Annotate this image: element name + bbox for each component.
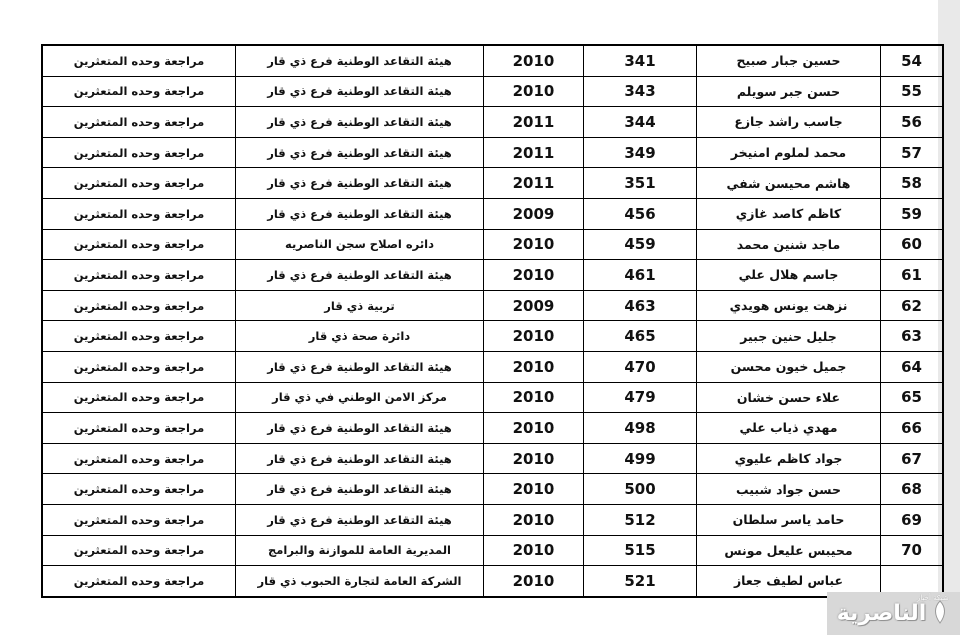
row-index: 59 bbox=[881, 198, 944, 229]
row-year: 2010 bbox=[484, 229, 584, 260]
row-year: 2009 bbox=[484, 290, 584, 321]
row-index: 62 bbox=[881, 290, 944, 321]
row-index: 70 bbox=[881, 535, 944, 566]
row-note: مراجعة وحده المتعثرين bbox=[42, 137, 236, 168]
row-organization: المديرية العامة للموازنة والبرامج bbox=[236, 535, 484, 566]
row-year: 2011 bbox=[484, 107, 584, 138]
row-organization: هيئة التقاعد الوطنية فرع ذي قار bbox=[236, 198, 484, 229]
table-row bbox=[42, 260, 943, 291]
row-name: جاسب راشد جازع bbox=[697, 107, 881, 138]
row-number: 351 bbox=[584, 168, 697, 199]
row-number: 479 bbox=[584, 382, 697, 413]
row-name: محمد لملوم امنيخر bbox=[697, 137, 881, 168]
row-number: 461 bbox=[584, 260, 697, 291]
row-name: نزهت يونس هويدي bbox=[697, 290, 881, 321]
row-organization: دائرة صحة ذي قار bbox=[236, 321, 484, 352]
row-name: كاظم كاصد غازي bbox=[697, 198, 881, 229]
row-organization: هيئة التقاعد الوطنية فرع ذي قار bbox=[236, 168, 484, 199]
row-organization: هيئة التقاعد الوطنية فرع ذي قار bbox=[236, 260, 484, 291]
row-year: 2010 bbox=[484, 382, 584, 413]
row-index: 64 bbox=[881, 351, 944, 382]
row-year: 2010 bbox=[484, 321, 584, 352]
row-note: مراجعة وحده المتعثرين bbox=[42, 45, 236, 76]
row-number: 470 bbox=[584, 351, 697, 382]
row-name: حامد ياسر سلطان bbox=[697, 504, 881, 535]
row-note: مراجعة وحده المتعثرين bbox=[42, 413, 236, 444]
row-note: مراجعة وحده المتعثرين bbox=[42, 260, 236, 291]
watermark-logo bbox=[827, 592, 960, 635]
row-name: جميل خيون محسن bbox=[697, 351, 881, 382]
table-row bbox=[42, 321, 943, 352]
row-year: 2010 bbox=[484, 504, 584, 535]
row-note: مراجعة وحده المتعثرين bbox=[42, 198, 236, 229]
row-note: مراجعة وحده المتعثرين bbox=[42, 443, 236, 474]
row-year: 2010 bbox=[484, 413, 584, 444]
row-index: 66 bbox=[881, 413, 944, 444]
row-name: جليل حنين جبير bbox=[697, 321, 881, 352]
row-number: 521 bbox=[584, 566, 697, 597]
row-number: 500 bbox=[584, 474, 697, 505]
row-name: هاشم محيسن شفي bbox=[697, 168, 881, 199]
row-index: 56 bbox=[881, 107, 944, 138]
row-organization: هيئة التقاعد الوطنية فرع ذي قار bbox=[236, 45, 484, 76]
row-name: حسين جبار صبيح bbox=[697, 45, 881, 76]
row-organization: هيئة التقاعد الوطنية فرع ذي قار bbox=[236, 107, 484, 138]
row-note: مراجعة وحده المتعثرين bbox=[42, 474, 236, 505]
row-note: مراجعة وحده المتعثرين bbox=[42, 321, 236, 352]
row-name: حسن جبر سويلم bbox=[697, 76, 881, 107]
row-name: حسن جواد شبيب bbox=[697, 474, 881, 505]
row-name: علاء حسن خشان bbox=[697, 382, 881, 413]
row-index: 67 bbox=[881, 443, 944, 474]
row-index: 54 bbox=[881, 45, 944, 76]
table-row bbox=[42, 535, 943, 566]
row-index: 60 bbox=[881, 229, 944, 260]
row-number: 463 bbox=[584, 290, 697, 321]
row-index: 55 bbox=[881, 76, 944, 107]
records-table bbox=[41, 44, 944, 598]
row-note: مراجعة وحده المتعثرين bbox=[42, 382, 236, 413]
table-row bbox=[42, 107, 943, 138]
row-name: ماجد شنين محمد bbox=[697, 229, 881, 260]
row-number: 499 bbox=[584, 443, 697, 474]
row-organization: دائره اصلاح سجن الناصريه bbox=[236, 229, 484, 260]
table-row bbox=[42, 413, 943, 444]
row-number: 498 bbox=[584, 413, 697, 444]
row-number: 341 bbox=[584, 45, 697, 76]
row-note: مراجعة وحده المتعثرين bbox=[42, 229, 236, 260]
table-row bbox=[42, 443, 943, 474]
row-year: 2010 bbox=[484, 535, 584, 566]
row-organization: هيئة التقاعد الوطنية فرع ذي قار bbox=[236, 474, 484, 505]
row-note: مراجعة وحده المتعثرين bbox=[42, 535, 236, 566]
watermark-text: الناصرية bbox=[836, 601, 927, 626]
row-year: 2009 bbox=[484, 198, 584, 229]
row-number: 344 bbox=[584, 107, 697, 138]
row-year: 2010 bbox=[484, 351, 584, 382]
row-number: 343 bbox=[584, 76, 697, 107]
row-note: مراجعة وحده المتعثرين bbox=[42, 351, 236, 382]
table-row bbox=[42, 566, 943, 597]
table-row bbox=[42, 229, 943, 260]
table-row bbox=[42, 168, 943, 199]
row-number: 465 bbox=[584, 321, 697, 352]
row-note: مراجعة وحده المتعثرين bbox=[42, 107, 236, 138]
row-note: مراجعة وحده المتعثرين bbox=[42, 290, 236, 321]
table-row bbox=[42, 198, 943, 229]
table-row bbox=[42, 290, 943, 321]
row-year: 2011 bbox=[484, 168, 584, 199]
row-year: 2010 bbox=[484, 45, 584, 76]
row-organization: هيئة التقاعد الوطنية فرع ذي قار bbox=[236, 504, 484, 535]
row-number: 515 bbox=[584, 535, 697, 566]
row-year: 2010 bbox=[484, 76, 584, 107]
row-name: جاسم هلال علي bbox=[697, 260, 881, 291]
row-index: 61 bbox=[881, 260, 944, 291]
row-year: 2010 bbox=[484, 566, 584, 597]
table-row bbox=[42, 76, 943, 107]
row-number: 512 bbox=[584, 504, 697, 535]
row-number: 456 bbox=[584, 198, 697, 229]
row-note: مراجعة وحده المتعثرين bbox=[42, 566, 236, 597]
table-row bbox=[42, 382, 943, 413]
row-organization: هيئة التقاعد الوطنية فرع ذي قار bbox=[236, 76, 484, 107]
row-name: عباس لطيف جعاز bbox=[697, 566, 881, 597]
row-index: 63 bbox=[881, 321, 944, 352]
row-note: مراجعة وحده المتعثرين bbox=[42, 76, 236, 107]
row-year: 2010 bbox=[484, 474, 584, 505]
row-index: 65 bbox=[881, 382, 944, 413]
row-name: محيبس عليعل مونس bbox=[697, 535, 881, 566]
row-index: 69 bbox=[881, 504, 944, 535]
row-index: 68 bbox=[881, 474, 944, 505]
row-year: 2011 bbox=[484, 137, 584, 168]
row-organization: هيئة التقاعد الوطنية فرع ذي قار bbox=[236, 413, 484, 444]
row-organization: هيئة التقاعد الوطنية فرع ذي قار bbox=[236, 351, 484, 382]
row-organization: مركز الامن الوطني في ذي قار bbox=[236, 382, 484, 413]
row-organization: الشركة العامة لتجارة الحبوب ذي قار bbox=[236, 566, 484, 597]
row-organization: هيئة التقاعد الوطنية فرع ذي قار bbox=[236, 443, 484, 474]
row-name: مهدي ذياب علي bbox=[697, 413, 881, 444]
row-year: 2010 bbox=[484, 260, 584, 291]
row-index: 57 bbox=[881, 137, 944, 168]
table-row bbox=[42, 474, 943, 505]
row-note: مراجعة وحده المتعثرين bbox=[42, 168, 236, 199]
row-organization: تربية ذي قار bbox=[236, 290, 484, 321]
row-number: 349 bbox=[584, 137, 697, 168]
table-row bbox=[42, 351, 943, 382]
table-row bbox=[42, 504, 943, 535]
watermark-subtitle: شبكة أخبار bbox=[917, 594, 949, 602]
row-organization: هيئة التقاعد الوطنية فرع ذي قار bbox=[236, 137, 484, 168]
row-name: جواد كاظم عليوي bbox=[697, 443, 881, 474]
row-index: 58 bbox=[881, 168, 944, 199]
table-row bbox=[42, 137, 943, 168]
row-number: 459 bbox=[584, 229, 697, 260]
row-note: مراجعة وحده المتعثرين bbox=[42, 504, 236, 535]
table-row bbox=[42, 45, 943, 76]
row-year: 2010 bbox=[484, 443, 584, 474]
logo-emblem-icon bbox=[930, 599, 950, 629]
